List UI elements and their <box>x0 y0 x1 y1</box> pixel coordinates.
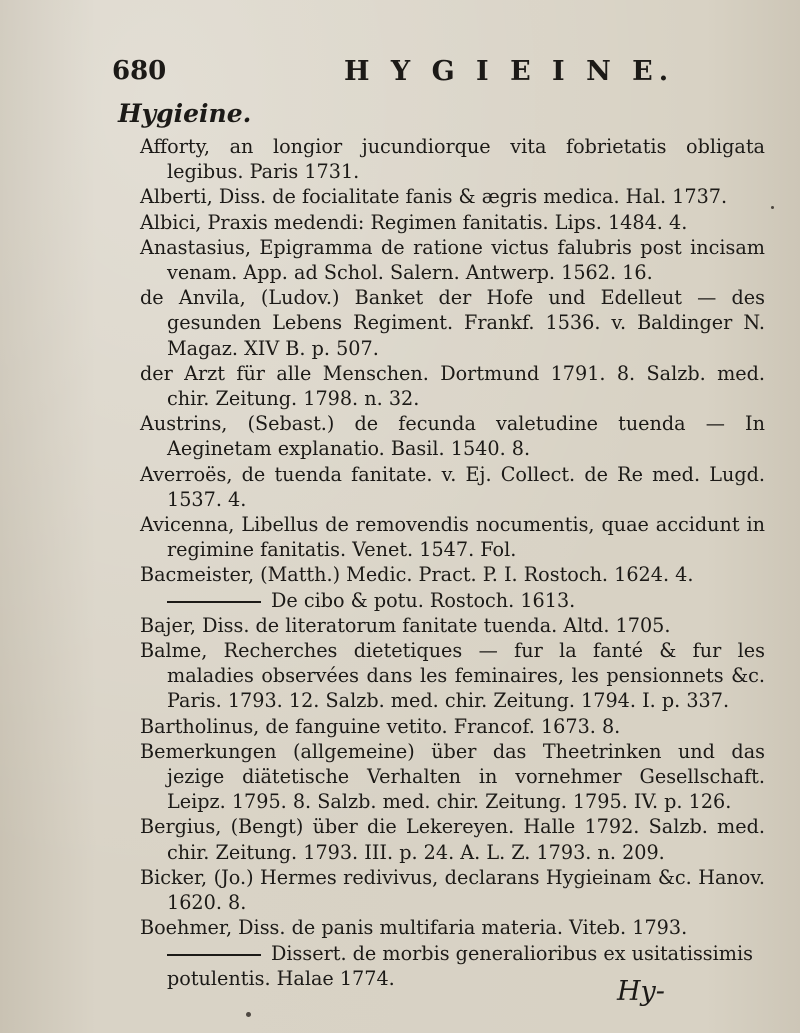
bibliography-continuation-entry <box>140 588 765 613</box>
section-heading: Hygieine. <box>118 99 252 128</box>
bibliography-entry: Bergius, (Bengt) über die Lekereyen. Halle 1792. Salzb. med. chir. Zeitung. 1793. III. p. 24. A. L. Z. 1793. n. 209. <box>140 815 765 864</box>
ink-speck <box>246 1012 251 1017</box>
bibliography-entry: Bajer, Diss. de literatorum fanitate tuenda. Altd. 1705. <box>140 613 671 637</box>
continuation-text: De cibo & potu. Rostoch. 1613. <box>271 588 576 612</box>
bibliography-entry: Averroës, de tuenda fanitate. v. Ej. Collect. de Re med. Lugd. 1537. 4. <box>140 462 765 511</box>
bibliography-entry: Austrins, (Sebast.) de fecunda valetudine tuenda — In Aeginetam explanatio. Basil. 1540. 8. <box>140 412 765 461</box>
bibliography-entry: Anastasius, Epigramma de ratione victus falubris post incisam venam. App. ad Schol. Salern. Antwerp. 1562. 16. <box>140 235 765 285</box>
bibliography-entry: Balme, Recherches dietetiques — fur la fanté & fur les maladies observées dans les feminaires, les pensionnets &c. Paris. 1793. 12. Salzb. med. chir. Zeitung. 1794. I. p. 337. <box>140 639 765 713</box>
bibliography-entry: Alberti, Diss. de focialitate fanis & ægris medica. Hal. 1737. <box>140 185 728 209</box>
bibliography-entry: Bacmeister, (Matth.) Medic. Pract. P. I. Rostoch. 1624. 4. <box>140 563 694 587</box>
bibliography-entry: Avicenna, Libellus de removendis nocumentis, quae accidunt in regimine fanitatis. Venet. 1547. Fol. <box>140 513 765 562</box>
bibliography-entry: de Anvila, (Ludov.) Banket der Hofe und Edelleut — des gesunden Lebens Regiment. Frankf. 1536. v. Baldinger N. Magaz. XIV B. p. 507. <box>140 286 765 360</box>
ditto-dash <box>167 601 261 603</box>
bibliography-entry: Afforty, an longior jucundiorque vita fobrietatis obligata legibus. Paris 1731. <box>140 135 765 184</box>
ink-speck <box>771 206 774 209</box>
running-title: H Y G I E I N E. <box>344 56 675 87</box>
running-head <box>112 56 752 90</box>
bibliography-list <box>140 134 765 991</box>
bibliography-entry: der Arzt für alle Menschen. Dortmund 1791. 8. Salzb. med. chir. Zeitung. 1798. n. 32. <box>140 361 765 411</box>
page-number: 680 <box>112 56 167 86</box>
bibliography-entry: Bemerkungen (allgemeine) über das Theetrinken und das jezige diätetische Verhalten in vornehmer Gesellschaft. Leipz. 1795. 8. Salzb. med. chir. Zeitung. 1795. IV. p. 126. <box>140 739 765 814</box>
continuation-text: Dissert. de morbis generalioribus ex usitatissimis potulentis. Halae 1774. <box>167 941 753 990</box>
bibliography-entry: Boehmer, Diss. de panis multifaria materia. Viteb. 1793. <box>140 916 688 940</box>
bibliography-entry: Bicker, (Jo.) Hermes redivivus, declarans Hygieinam &c. Hanov. 1620. 8. <box>140 865 765 915</box>
bibliography-continuation-entry <box>140 941 765 991</box>
catchword: Hy- <box>617 976 665 1007</box>
bibliography-entry: Bartholinus, de fanguine vetito. Francof. 1673. 8. <box>140 714 621 738</box>
ditto-dash <box>167 954 261 956</box>
bibliography-entry: Albici, Praxis medendi: Regimen fanitatis. Lips. 1484. 4. <box>140 210 688 234</box>
